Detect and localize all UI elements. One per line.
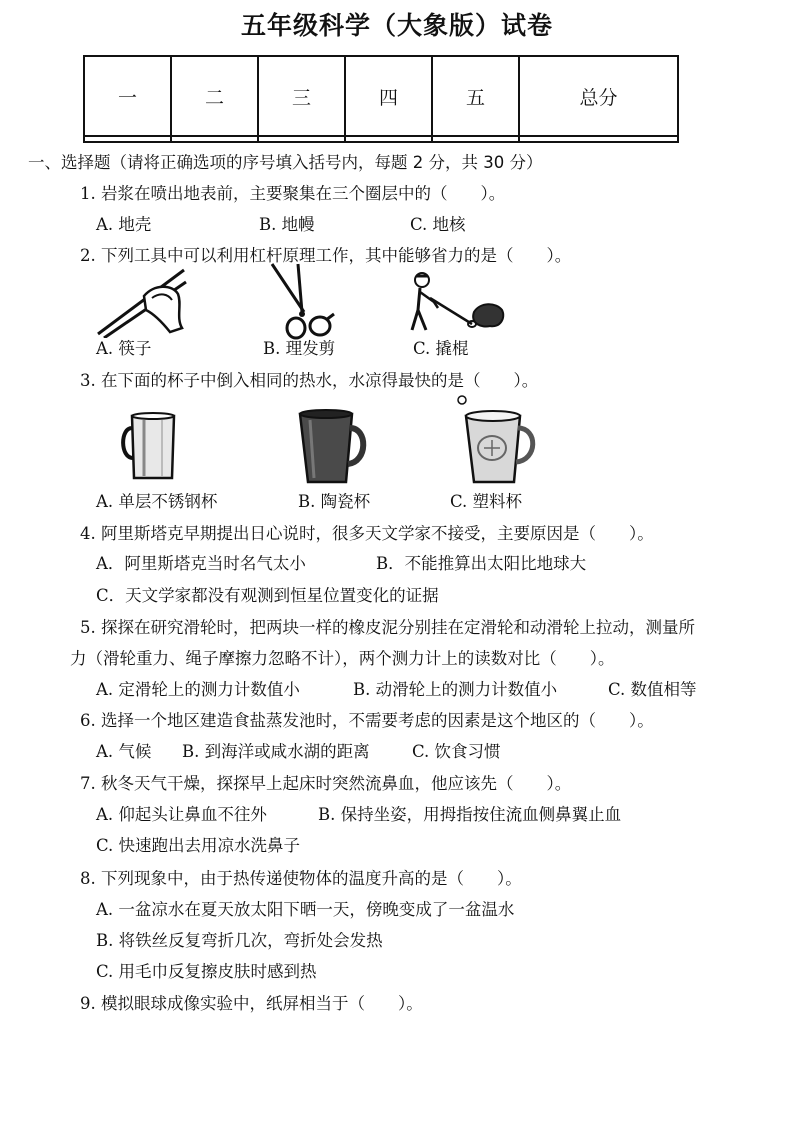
score-header: 二 — [171, 56, 258, 136]
question-stem: 1. 岩浆在喷出地表前，主要聚集在三个圈层中的（ ）。 — [80, 184, 506, 203]
score-header: 五 — [432, 56, 519, 136]
score-cell[interactable] — [519, 136, 678, 142]
option-b: B. 地幔 — [259, 215, 315, 234]
option-b: B. 保持坐姿，用拇指按住流血侧鼻翼止血 — [318, 805, 622, 824]
option-c: C. 塑料杯 — [450, 492, 523, 511]
option-b: B. 理发剪 — [263, 339, 336, 358]
score-cell[interactable] — [84, 136, 171, 142]
score-header: 总分 — [519, 56, 678, 136]
option-a: A. 筷子 — [96, 339, 152, 358]
option-c: C. 地核 — [410, 215, 466, 234]
option-a: A. 一盆凉水在夏天放太阳下晒一天，傍晚变成了一盆温水 — [96, 900, 515, 919]
score-table-blank-row — [84, 136, 678, 142]
score-cell[interactable] — [171, 136, 258, 142]
option-a: A. 地壳 — [96, 215, 152, 234]
score-cell[interactable] — [258, 136, 345, 142]
option-c: C. 撬棍 — [413, 339, 469, 358]
question-stem: 9. 模拟眼球成像实验中，纸屏相当于（ ）。 — [80, 994, 423, 1013]
score-header: 一 — [84, 56, 171, 136]
score-header: 四 — [345, 56, 432, 136]
question-stem: 8. 下列现象中，由于热传递使物体的温度升高的是（ ）。 — [80, 869, 522, 888]
scissors-icon — [268, 262, 338, 342]
crowbar-worker-icon — [404, 268, 508, 334]
question-stem-continued: 力（滑轮重力、绳子摩擦力忽略不计），两个测力计上的读数对比（ ）。 — [70, 649, 615, 668]
option-c: C. 饮食习惯 — [412, 742, 501, 761]
option-a: A. 气候 — [96, 742, 152, 761]
chopsticks-icon — [96, 266, 188, 338]
option-a: A．阿里斯塔克当时名气太小 — [96, 554, 306, 573]
question-stem: 4. 阿里斯塔克早期提出日心说时，很多天文学家不接受，主要原因是（ ）。 — [80, 524, 654, 543]
dot-mark-icon — [456, 394, 468, 406]
steel-cup-icon — [118, 410, 188, 482]
question-stem: 6. 选择一个地区建造食盐蒸发池时，不需要考虑的因素是这个地区的（ ）。 — [80, 711, 654, 730]
option-b: B. 到海洋或咸水湖的距离 — [182, 742, 370, 761]
option-c: C．天文学家都没有观测到恒星位置变化的证据 — [96, 586, 439, 605]
option-b: B．不能推算出太阳比地球大 — [376, 554, 587, 573]
option-a: A. 定滑轮上的测力计数值小 — [96, 680, 300, 699]
question-stem: 2. 下列工具中可以利用杠杆原理工作，其中能够省力的是（ ）。 — [80, 246, 572, 265]
score-table — [83, 55, 679, 143]
option-c: C. 数值相等 — [608, 680, 697, 699]
option-a: A. 仰起头让鼻血不往外 — [96, 805, 267, 824]
option-b: B. 将铁丝反复弯折几次，弯折处会发热 — [96, 931, 383, 950]
score-cell[interactable] — [432, 136, 519, 142]
question-stem: 3. 在下面的杯子中倒入相同的热水，水凉得最快的是（ ）。 — [80, 371, 539, 390]
score-header: 三 — [258, 56, 345, 136]
option-a: A. 单层不锈钢杯 — [96, 492, 218, 511]
option-b: B. 陶瓷杯 — [298, 492, 371, 511]
question-stem: 7. 秋冬天气干燥，探探早上起床时突然流鼻血，他应该先（ ）。 — [80, 774, 572, 793]
option-b: B. 动滑轮上的测力计数值小 — [353, 680, 558, 699]
option-c: C. 用毛巾反复擦皮肤时感到热 — [96, 962, 317, 981]
page-title: 五年级科学（大象版）试卷 — [240, 11, 553, 40]
option-c: C. 快速跑出去用凉水洗鼻子 — [96, 836, 301, 855]
section-heading: 一、选择题（请将正确选项的序号填入括号内，每题 2 分，共 30 分） — [28, 153, 543, 172]
score-cell[interactable] — [345, 136, 432, 142]
score-table-header-row — [84, 56, 678, 136]
question-stem: 5. 探探在研究滑轮时，把两块一样的橡皮泥分别挂在定滑轮和动滑轮上拉动，测量所 — [80, 618, 695, 637]
plastic-cup-icon — [462, 408, 540, 486]
ceramic-mug-icon — [296, 408, 370, 486]
